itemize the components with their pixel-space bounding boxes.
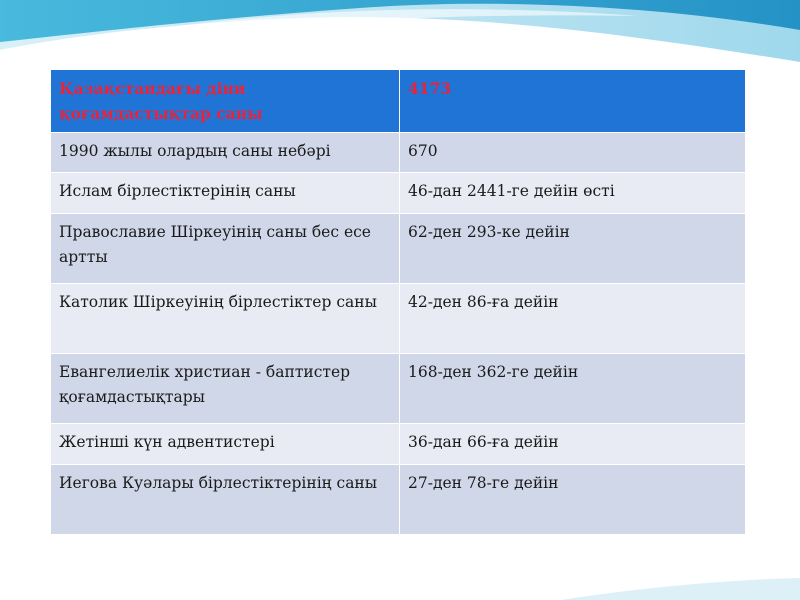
table-row <box>51 284 746 354</box>
row-value-cell: 42-ден 86-ға дейін <box>400 284 746 354</box>
row-label-cell: Ислам бірлестіктерінің саны <box>51 173 400 214</box>
row-value-cell: 46-дан 2441-ге дейін өсті <box>400 173 746 214</box>
row-value-cell: 670 <box>400 133 746 173</box>
row-value-cell: 36-дан 66-ға дейін <box>400 424 746 465</box>
header-value-cell: 4173 <box>400 70 746 133</box>
row-label-cell: Евангелиелік христиан - баптистер қоғамдастықтары <box>51 354 400 424</box>
row-label-cell: Иегова Куәлары бірлестіктерінің саны <box>51 465 400 535</box>
table-row <box>51 354 746 424</box>
table-row <box>51 424 746 465</box>
row-label-cell: Жетінші күн адвентистері <box>51 424 400 465</box>
header-label-cell: Қазақстандағы діни қоғамдастықтар саны <box>51 70 400 133</box>
religious-communities-table <box>50 69 746 535</box>
row-label-cell: 1990 жылы олардың саны небәрі <box>51 133 400 173</box>
row-label-cell: Католик Шіркеуінің бірлестіктер саны <box>51 284 400 354</box>
row-value-cell: 62-ден 293-ке дейін <box>400 214 746 284</box>
row-value-cell: 168-ден 362-ге дейін <box>400 354 746 424</box>
table-row <box>51 465 746 535</box>
row-value-cell: 27-ден 78-ге дейін <box>400 465 746 535</box>
table-row <box>51 133 746 173</box>
wave-bottom <box>560 578 800 600</box>
row-label-cell: Православие Шіркеуінің саны бес есе артты <box>51 214 400 284</box>
table-row <box>51 173 746 214</box>
table-header-row <box>51 70 746 133</box>
table-row <box>51 214 746 284</box>
